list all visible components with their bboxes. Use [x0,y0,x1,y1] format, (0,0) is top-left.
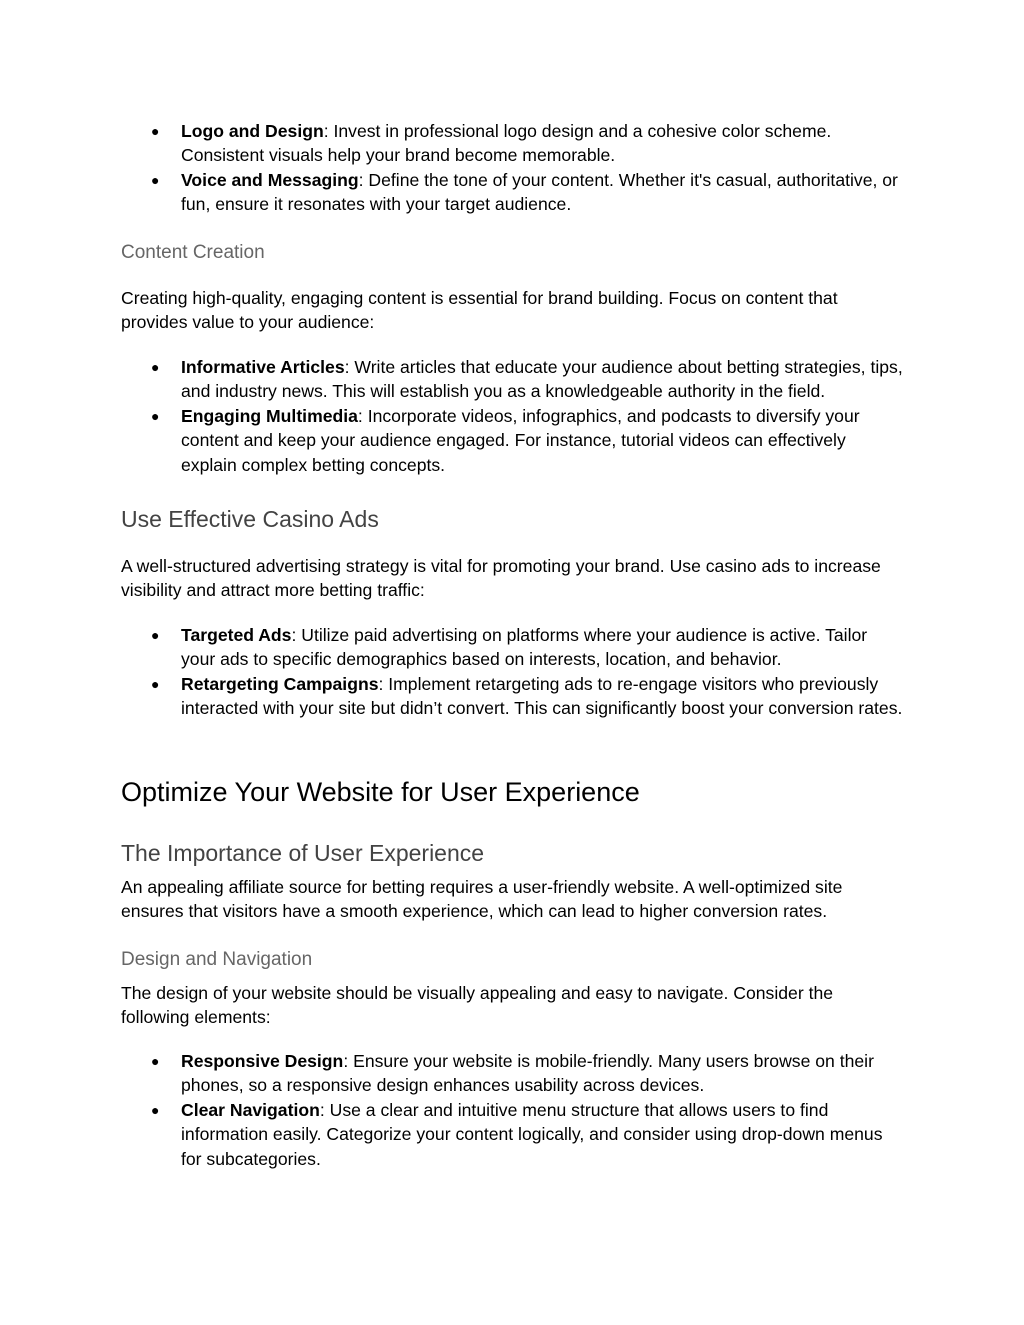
list-item-term: Informative Articles [181,357,345,377]
design-navigation-paragraph: The design of your website should be visually appealing and easy to navigate. Consider the following elements: [121,983,834,1028]
list-item-text: : Write articles that educate your audience about betting strategies, tips, and industry news. This will establish you as a knowledgeable authority in the field. [181,357,903,402]
intro-bullet-list [121,119,906,217]
list-item [121,355,906,404]
list-item-text: : Ensure your website is mobile-friendly. Many users browse on their phones, so a responsive design enhances usability across devices. [181,1051,874,1096]
bullet-icon: ● [151,407,160,424]
list-item [121,1098,906,1171]
list-item-text: : Incorporate videos, infographics, and podcasts to diversify your content and keep your audience engaged. For instance, tutorial videos can effectively explain complex betting concepts. [181,405,860,475]
list-item [121,1049,906,1098]
casino-ads-paragraph: A well-structured advertising strategy is vital for promoting your brand. Use casino ads to increase visibility and attract more betting traffic: [121,556,881,601]
ux-importance-paragraph: An appealing affiliate source for betting requires a user-friendly website. A well-optimized site ensures that visitors have a smooth experience, which can lead to higher conversion rates. [121,877,843,922]
content-creation-heading: Content Creation [121,242,265,263]
bullet-icon: ● [151,627,160,643]
list-item-term: Retargeting Campaigns [181,673,379,694]
list-item [121,119,906,168]
list-item-text: : Utilize paid advertising on platforms where your audience is active. Tailor your ads to specific demographics based on interests, location, and behavior. [181,625,868,670]
content-creation-bullet-list [121,355,906,477]
list-item-term: Logo and Design [181,121,324,141]
list-item-text: : Define the tone of your content. Whether it's casual, authoritative, or fun, ensure it resonates with your target audience. [181,169,898,215]
list-item-text: : Implement retargeting ads to re-engage visitors who previously interacted with your site but didn’t convert. This can significantly boost your conversion rates. [181,673,903,719]
list-item [121,404,906,477]
optimize-heading: Optimize Your Website for User Experience [121,777,640,807]
list-item-text: : Use a clear and intuitive menu structure that allows users to find information easily. Categorize your content logically, and consider using drop-down menus for subcategories. [181,1099,883,1169]
list-item-text: : Invest in professional logo design and a cohesive color scheme. Consistent visuals help your brand become memorable. [181,121,832,166]
list-item [121,623,906,672]
list-item-term: Engaging Multimedia [181,405,358,426]
bullet-icon: ● [151,1101,160,1118]
design-navigation-bullet-list [121,1049,906,1171]
content-creation-paragraph: Creating high-quality, engaging content is essential for brand building. Focus on content that provides value to your audience: [121,288,838,333]
list-item-term: Voice and Messaging [181,169,359,190]
list-item-term: Targeted Ads [181,625,292,645]
bullet-icon: ● [151,123,160,139]
casino-ads-bullet-list [121,623,906,721]
ux-importance-heading: The Importance of User Experience [121,840,485,866]
casino-ads-heading: Use Effective Casino Ads [121,506,379,532]
list-item-term: Responsive Design [181,1051,344,1071]
bullet-icon: ● [151,675,160,692]
design-navigation-heading: Design and Navigation [121,949,313,970]
list-item [121,672,906,721]
list-item-term: Clear Navigation [181,1099,320,1120]
list-item [121,168,906,217]
bullet-icon: ● [151,359,160,375]
bullet-icon: ● [151,1053,160,1069]
bullet-icon: ● [151,171,160,188]
